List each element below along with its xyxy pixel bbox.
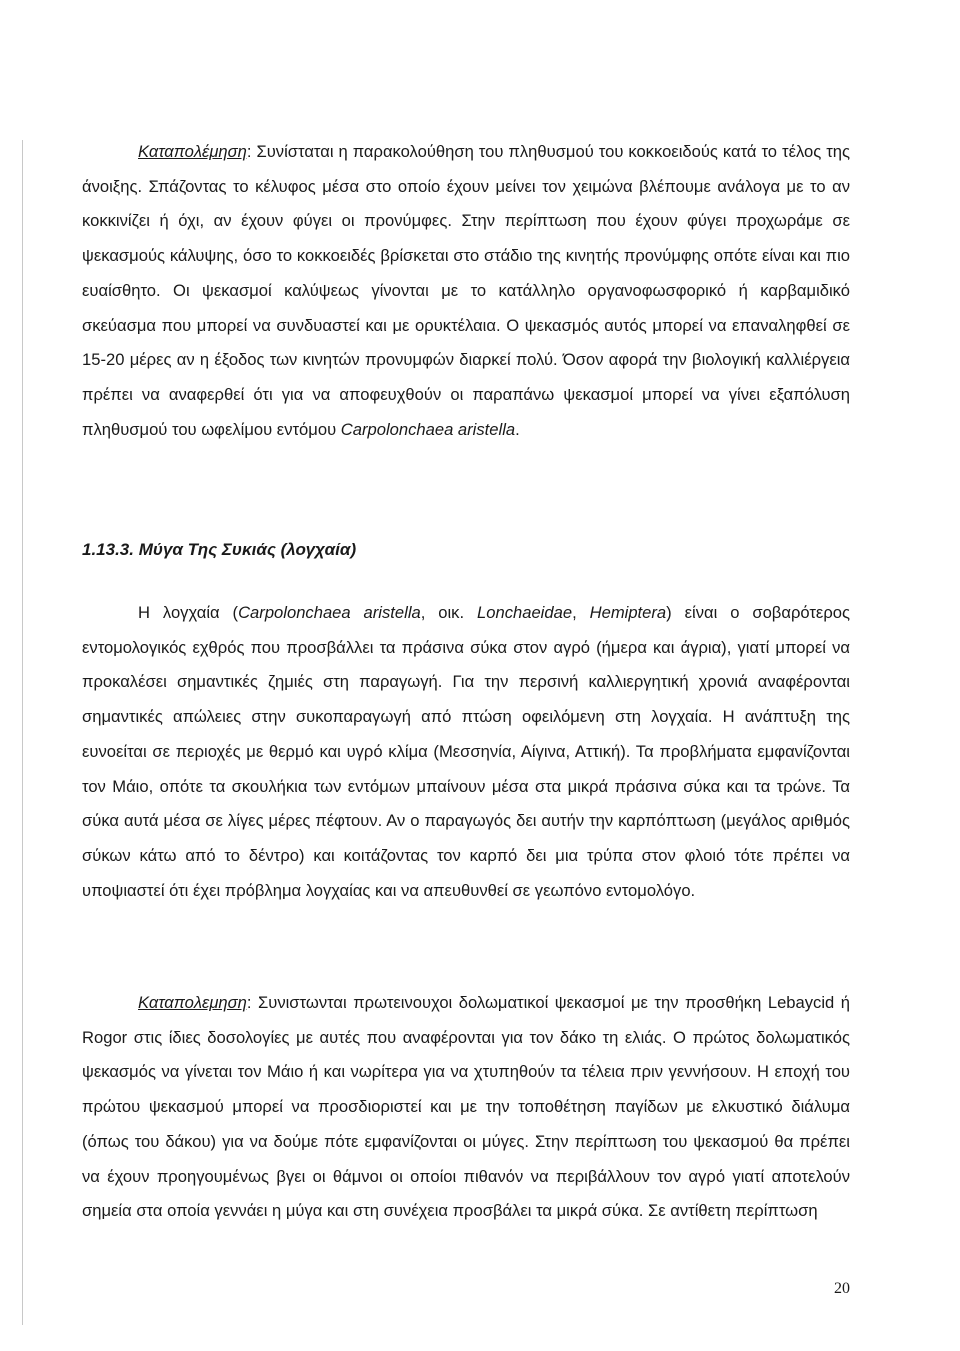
paragraph-text-2: , οικ. <box>420 603 478 622</box>
family-name: Lonchaeidae <box>477 603 573 622</box>
section-number: 1.13.3. <box>82 540 134 559</box>
paragraph-text: Συνίσταται η παρακολούθηση του πληθυσμού του κοκκοειδούς κατά το τέλος της άνοιξης. Σπάζοντας το κέλυφος μέσα στο οποίο έχουν μείνει τον χειμώνα βλέπουμε ανάλογα με το αν κοκκινίζει ή όχι, αν έχουν φύγει οι προνύμφες. Στην περίπτωση που έχουν φύγει προχωράμε σε ψεκασμούς κάλυψης, όσο το κοκκοειδές βρίσκεται στο στάδιο της κινητής προνύμφης οπότε είναι και πιο ευαίσθητο. Οι ψεκασμοί καλύψεως γίνονται με το κατάλληλο οργανοφωσφορικό ή καρβαμιδικό σκεύασμα που μπορεί να συνδυαστεί και με ορυκτέλαια. Ο ψεκασμός αυτός μπορεί να επαναληφθεί σε 15-20 μέρες αν η έξοδος των κινητών προνυμφών διαρκεί πολύ. Όσον αφορά την βιολογική καλλιέργεια πρέπει να αναφερθεί ότι για να αποφευχθούν οι παραπάνω ψεκασμοί μπορεί να γίνει εξαπόλυση πληθυσμού του ωφελίμου εντόμου <box>82 142 850 439</box>
species-name: Carpolonchaea aristella <box>238 603 421 622</box>
paragraph-fig-fly <box>82 596 850 908</box>
section-heading <box>82 533 356 567</box>
paragraph-text-3: , <box>572 603 590 622</box>
paragraph-text-4: ) είναι ο σοβαρότερος εντομολογικός εχθρός που προσβάλλει τα πράσινα σύκα στον αγρό (ήμερα και άγρια), γιατί μπορεί να προκαλέσει σημαντικές ζημιές στη παραγωγή. Για την περσινή καλλιεργητική χρονιά αναφέρονται σημαντικές απώλειες στην συκοπαραγωγή από πτώση οφειλόμενη στη λογχαία. Η ανάπτυξη της ευνοείται σε περιοχές με θερμό και υγρό κλίμα (Μεσσηνία, Αίγινα, Αττική). Τα προβλήματα εμφανίζονται τον Μάιο, οπότε τα σκουλήκια των εντόμων μπαίνουν μέσα στα μικρά πράσινα σύκα και τα τρώνε. Τα σύκα αυτά μέσα σε λίγες μέρες πέφτουν. Αν ο παραγωγός δει αυτήν την καρπόπτωση (μεγάλος αριθμός σύκων κάτω από το δέντρο) και κοιτάζοντας τον καρπό δει μια τρύπα στον φλοιό τότε πρέπει να υποψιαστεί ότι έχει πρόβλημα λογχαίας και να απευθυνθεί σε γεωπόνο εντομολόγο. <box>82 603 850 900</box>
paragraph-text: Συνιστωνται πρωτεινουχοι δολωματικοί ψεκασμοί με την προσθήκη Lebaycid ή Rogor στις ίδιες δοσολογίες με αυτές που αναφέρονται για τον δάκο τη ελιάς. Ο πρώτος δολωματικός ψεκασμός να γίνεται τον Μάιο ή και νωρίτερα για να χτυπηθούν τα τέλεια πριν γεννήσουν. Η εποχή του πρώτου ψεκασμού μπορεί να προσδιοριστεί και με την τοποθέτηση παγίδων με ελκυστικό διάλυμα (όπως του δάκου) για να δούμε πότε εμφανίζονται οι μύγες. Στην περίπτωση του ψεκασμού θα πρέπει να έχουν προηγουμένως βγει οι θάμνοι οι οποίοι πιθανόν να περιβάλλουν τον αγρό γιατί αποτελούν σημεία στα οποία γεννάει η μύγα και στη συνέχεια προσβάλει τα μικρά σύκα. Σε αντίθετη περίπτωση <box>82 993 850 1221</box>
sentence-end: . <box>515 419 520 439</box>
label-separator: : <box>246 993 258 1012</box>
page-number: 20 <box>834 1280 850 1297</box>
section-label-control: Καταπολέμηση <box>138 142 247 161</box>
margin-line <box>22 140 23 1325</box>
paragraph-text-1: Η λογχαία ( <box>138 603 239 622</box>
species-name: Carpolonchaea aristella <box>340 419 516 439</box>
section-label-control: Καταπολεμηση <box>138 993 247 1012</box>
paragraph-control-fly <box>82 986 850 1229</box>
order-name: Hemiptera <box>589 603 667 622</box>
paragraph-control-scale <box>82 135 850 447</box>
section-title: Μύγα Της Συκιάς (λογχαία) <box>138 540 357 559</box>
label-separator: : <box>246 142 257 161</box>
